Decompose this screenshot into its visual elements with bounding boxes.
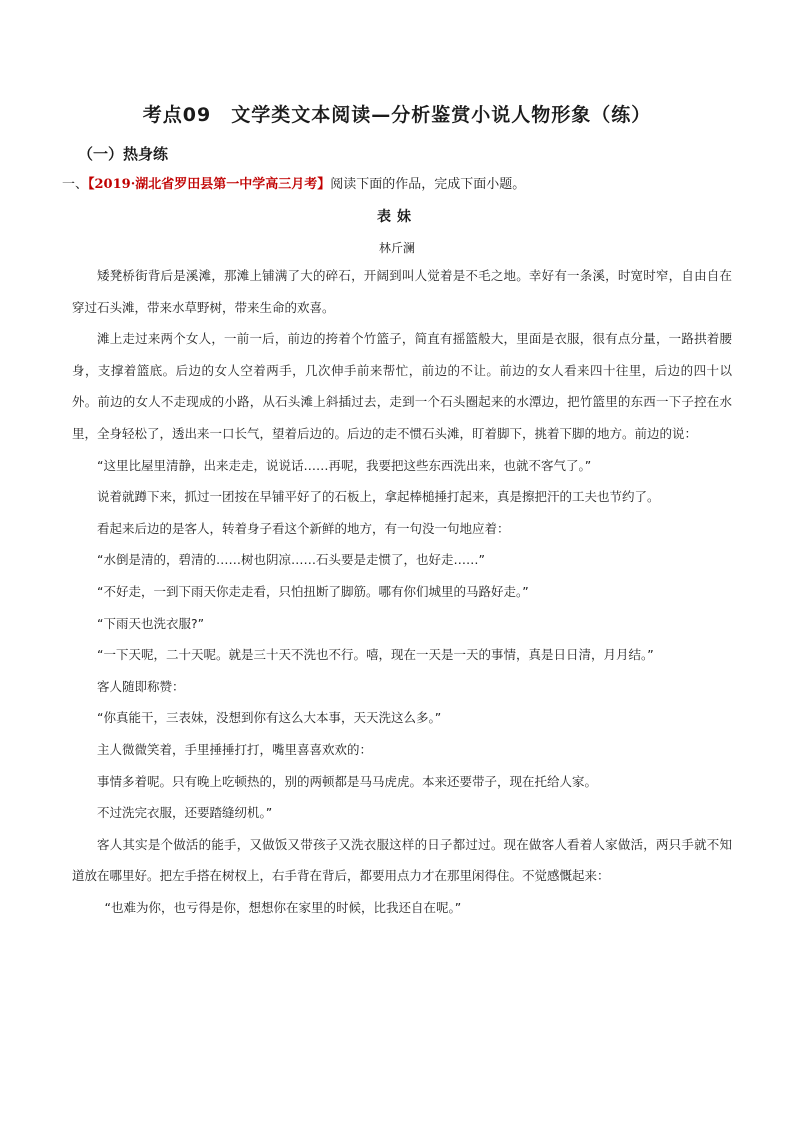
paragraph: 客人其实是个做活的能手，又做饭又带孩子又洗衣服这样的日子都过过。现在做客人看着人家做活，两只手就不知道放在哪里好。把左手搭在树杈上，右手背在背后，都要用点力才在那里闲得住。不觉感慨起来： bbox=[72, 836, 732, 884]
story-body bbox=[72, 260, 732, 923]
story-title: 表妹 bbox=[377, 209, 417, 225]
page-title: 考点09 文学类文本阅读—分析鉴赏小说人物形象（练） bbox=[142, 104, 652, 126]
paragraph: “这里比屋里清静，出来走走，说说话……再呢，我要把这些东西洗出来，也就不客气了。” bbox=[97, 457, 592, 473]
question-line bbox=[62, 172, 742, 198]
story-author: 林斤澜 bbox=[378, 241, 415, 255]
paragraph: “水倒是清的，碧清的……树也阴凉……石头要是走惯了，也好走……” bbox=[97, 552, 485, 568]
question-instruction: 阅读下面的作品，完成下面小题。 bbox=[330, 177, 526, 192]
paragraph: 滩上走过来两个女人，一前一后，前边的挎着个竹篮子，简直有摇篮般大，里面是衣服，很有点分量，一路拱着腰身，支撑着篮底。后边的女人空着两手，几次伸手前来帮忙，前边的不让。前边的女人看来四十往里，后边的四十以外。前边的女人不走现成的小路，从石头滩上斜插过去，走到一个石头圈起来的水潭边，把竹篮里的东西一下子控在水里，全身轻松了，透出来一口长气，望着后边的。后边的走不惯石头滩，盯着脚下，挑着下脚的地方。前边的说： bbox=[72, 331, 732, 441]
paragraph: 事情多着呢。只有晚上吃顿热的，别的两顿都是马马虎虎。本来还要带子，现在托给人家。 bbox=[97, 773, 598, 789]
paragraph: “也难为你，也亏得是你，想想你在家里的时候，比我还自在呢。” bbox=[104, 899, 462, 915]
question-source: 【2019·湖北省罗田县第一中学高三月考】 bbox=[88, 177, 331, 192]
paragraph: 矮凳桥街背后是溪滩，那滩上铺满了大的碎石，开阔到叫人觉着是不毛之地。幸好有一条溪，时宽时窄，自由自在穿过石头滩，带来水草野树，带来生命的欢喜。 bbox=[72, 268, 732, 315]
paragraph: “你真能干，三表妹，没想到你有这么大本事，天天洗这么多。” bbox=[97, 710, 442, 726]
question-number: 一、 bbox=[62, 177, 89, 192]
paragraph: 主人微微笑着，手里捶捶打打，嘴里喜喜欢欢的： bbox=[97, 741, 373, 757]
paragraph: “一下天呢，二十天呢。就是三十天不洗也不行。嘻，现在一天是一天的事情，真是日日清，月月结。” bbox=[97, 647, 654, 663]
paragraph: “下雨天也洗衣服?” bbox=[97, 615, 205, 631]
paragraph: 说着就蹲下来，抓过一团按在早铺平好了的石板上，拿起棒槌捶打起来，真是擦把汗的工夫也节约了。 bbox=[97, 489, 660, 505]
section-heading: （一）热身练 bbox=[78, 145, 169, 163]
paragraph: 客人随即称赞： bbox=[97, 678, 185, 694]
paragraph: 看起来后边的是客人，转着身子看这个新鲜的地方，有一句没一句地应着： bbox=[97, 520, 510, 536]
paragraph: “不好走，一到下雨天你走走看，只怕扭断了脚筋。哪有你们城里的马路好走。” bbox=[97, 583, 529, 599]
paragraph: 不过洗完衣服，还要踏缝纫机。” bbox=[97, 805, 273, 821]
